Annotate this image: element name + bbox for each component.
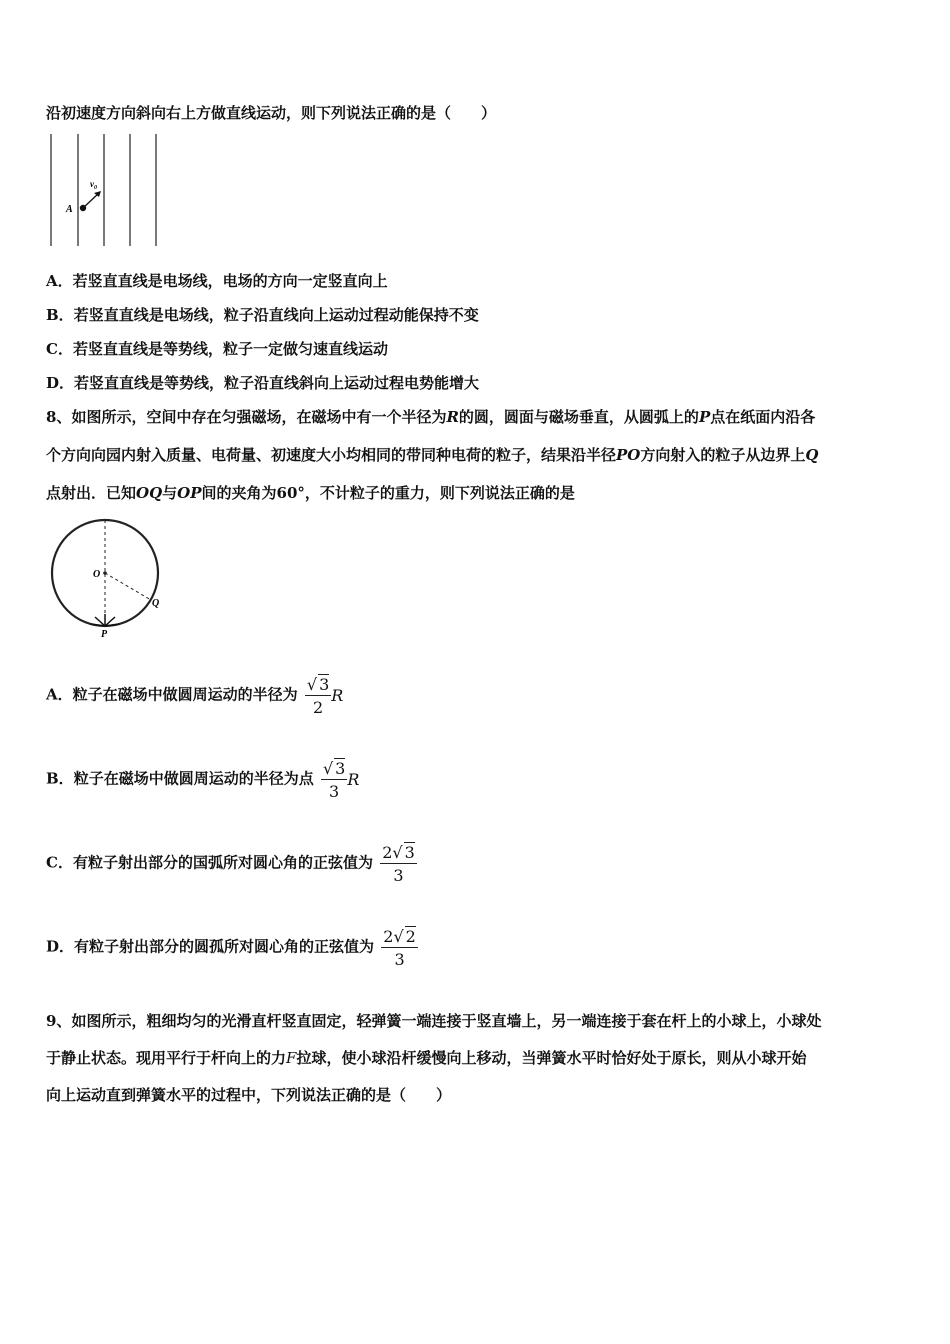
q7-field-lines-figure [46, 134, 161, 246]
q7-label-a: A [66, 204, 73, 215]
q7-option-d: D．若竖直直线是等势线，粒子沿直线斜向上运动过程电势能增大 [46, 374, 480, 392]
q7-stem-tail: 沿初速度方向斜向右上方做直线运动，则下列说法正确的是（ ） [46, 104, 497, 122]
q9-stem-line-2: 于静止状态。现用平行于杆向上的力F拉球，使小球沿杆缓慢向上移动，当弹簧水平时恰好处于原长，则从小球开始 [46, 1049, 807, 1067]
q8-label-o: O [93, 569, 101, 580]
q7-option-c: C．若竖直直线是等势线，粒子一定做匀速直线运动 [46, 340, 388, 358]
q8-stem-line-3: 点射出．已知OQ与OP间的夹角为60°，不计粒子的重力，则下列说法正确的是 [46, 484, 575, 502]
q9-stem-line-3: 向上运动直到弹簧水平的过程中，下列说法正确的是（ ） [46, 1086, 452, 1104]
q8-label-q: Q [152, 598, 160, 609]
q8-option-c-fraction: $\frac{2√ 3}{3}$ [382, 843, 415, 885]
q8-stem-line-1: 8、如图所示，空间中存在匀强磁场，在磁场中有一个半径为R的圆，圆面与磁场垂直，从圆弧上的P点在纸面内沿各 [46, 408, 816, 426]
q8-option-d: D．有粒子射出部分的圆孤所对圆心角的正弦值为 $\frac{2√ 2}{3}$ [46, 927, 416, 969]
q8-option-a-fraction: $\frac{√ 3}{2}$ [306, 675, 330, 717]
q8-option-a: A．粒子在磁场中做圆周运动的半径为 $\frac{√ 3}{2}$ R [46, 675, 344, 717]
q8-option-b: B．粒子在磁场中做圆周运动的半径为点 $\frac{√ 3}{3}$ R [46, 759, 360, 801]
q8-radius-oq [105, 573, 151, 600]
q7-label-v0: $v_0$ [90, 179, 97, 191]
q8-option-d-fraction: $\frac{2√ 2}{3}$ [383, 927, 416, 969]
q7-option-a: A．若竖直直线是电场线，电场的方向一定竖直向上 [46, 272, 388, 290]
q8-option-c: C．有粒子射出部分的国弧所对圆心角的正弦值为 $\frac{2√ 3}{3}$ [46, 843, 415, 885]
q8-stem-line-2: 个方向向园内射入质量、电荷量、初速度大小均相同的带同种电荷的粒子，结果沿半径PO方向射入的粒子从边界上Q [46, 446, 819, 464]
q8-magnetic-circle-figure [48, 516, 168, 640]
q9-stem-line-1: 9、如图所示，粗细均匀的光滑直杆竖直固定，轻弹簧一端连接于竖直墙上，另一端连接于套在杆上的小球上，小球处 [46, 1012, 822, 1030]
q8-option-b-fraction: $\frac{√ 3}{3}$ [322, 759, 346, 801]
q8-center-dot [103, 571, 107, 575]
q8-label-p: P [101, 629, 108, 640]
q7-option-b: B．若竖直直线是电场线，粒子沿直线向上运动过程动能保持不变 [46, 306, 479, 324]
q7-velocity-arrow [83, 193, 99, 208]
